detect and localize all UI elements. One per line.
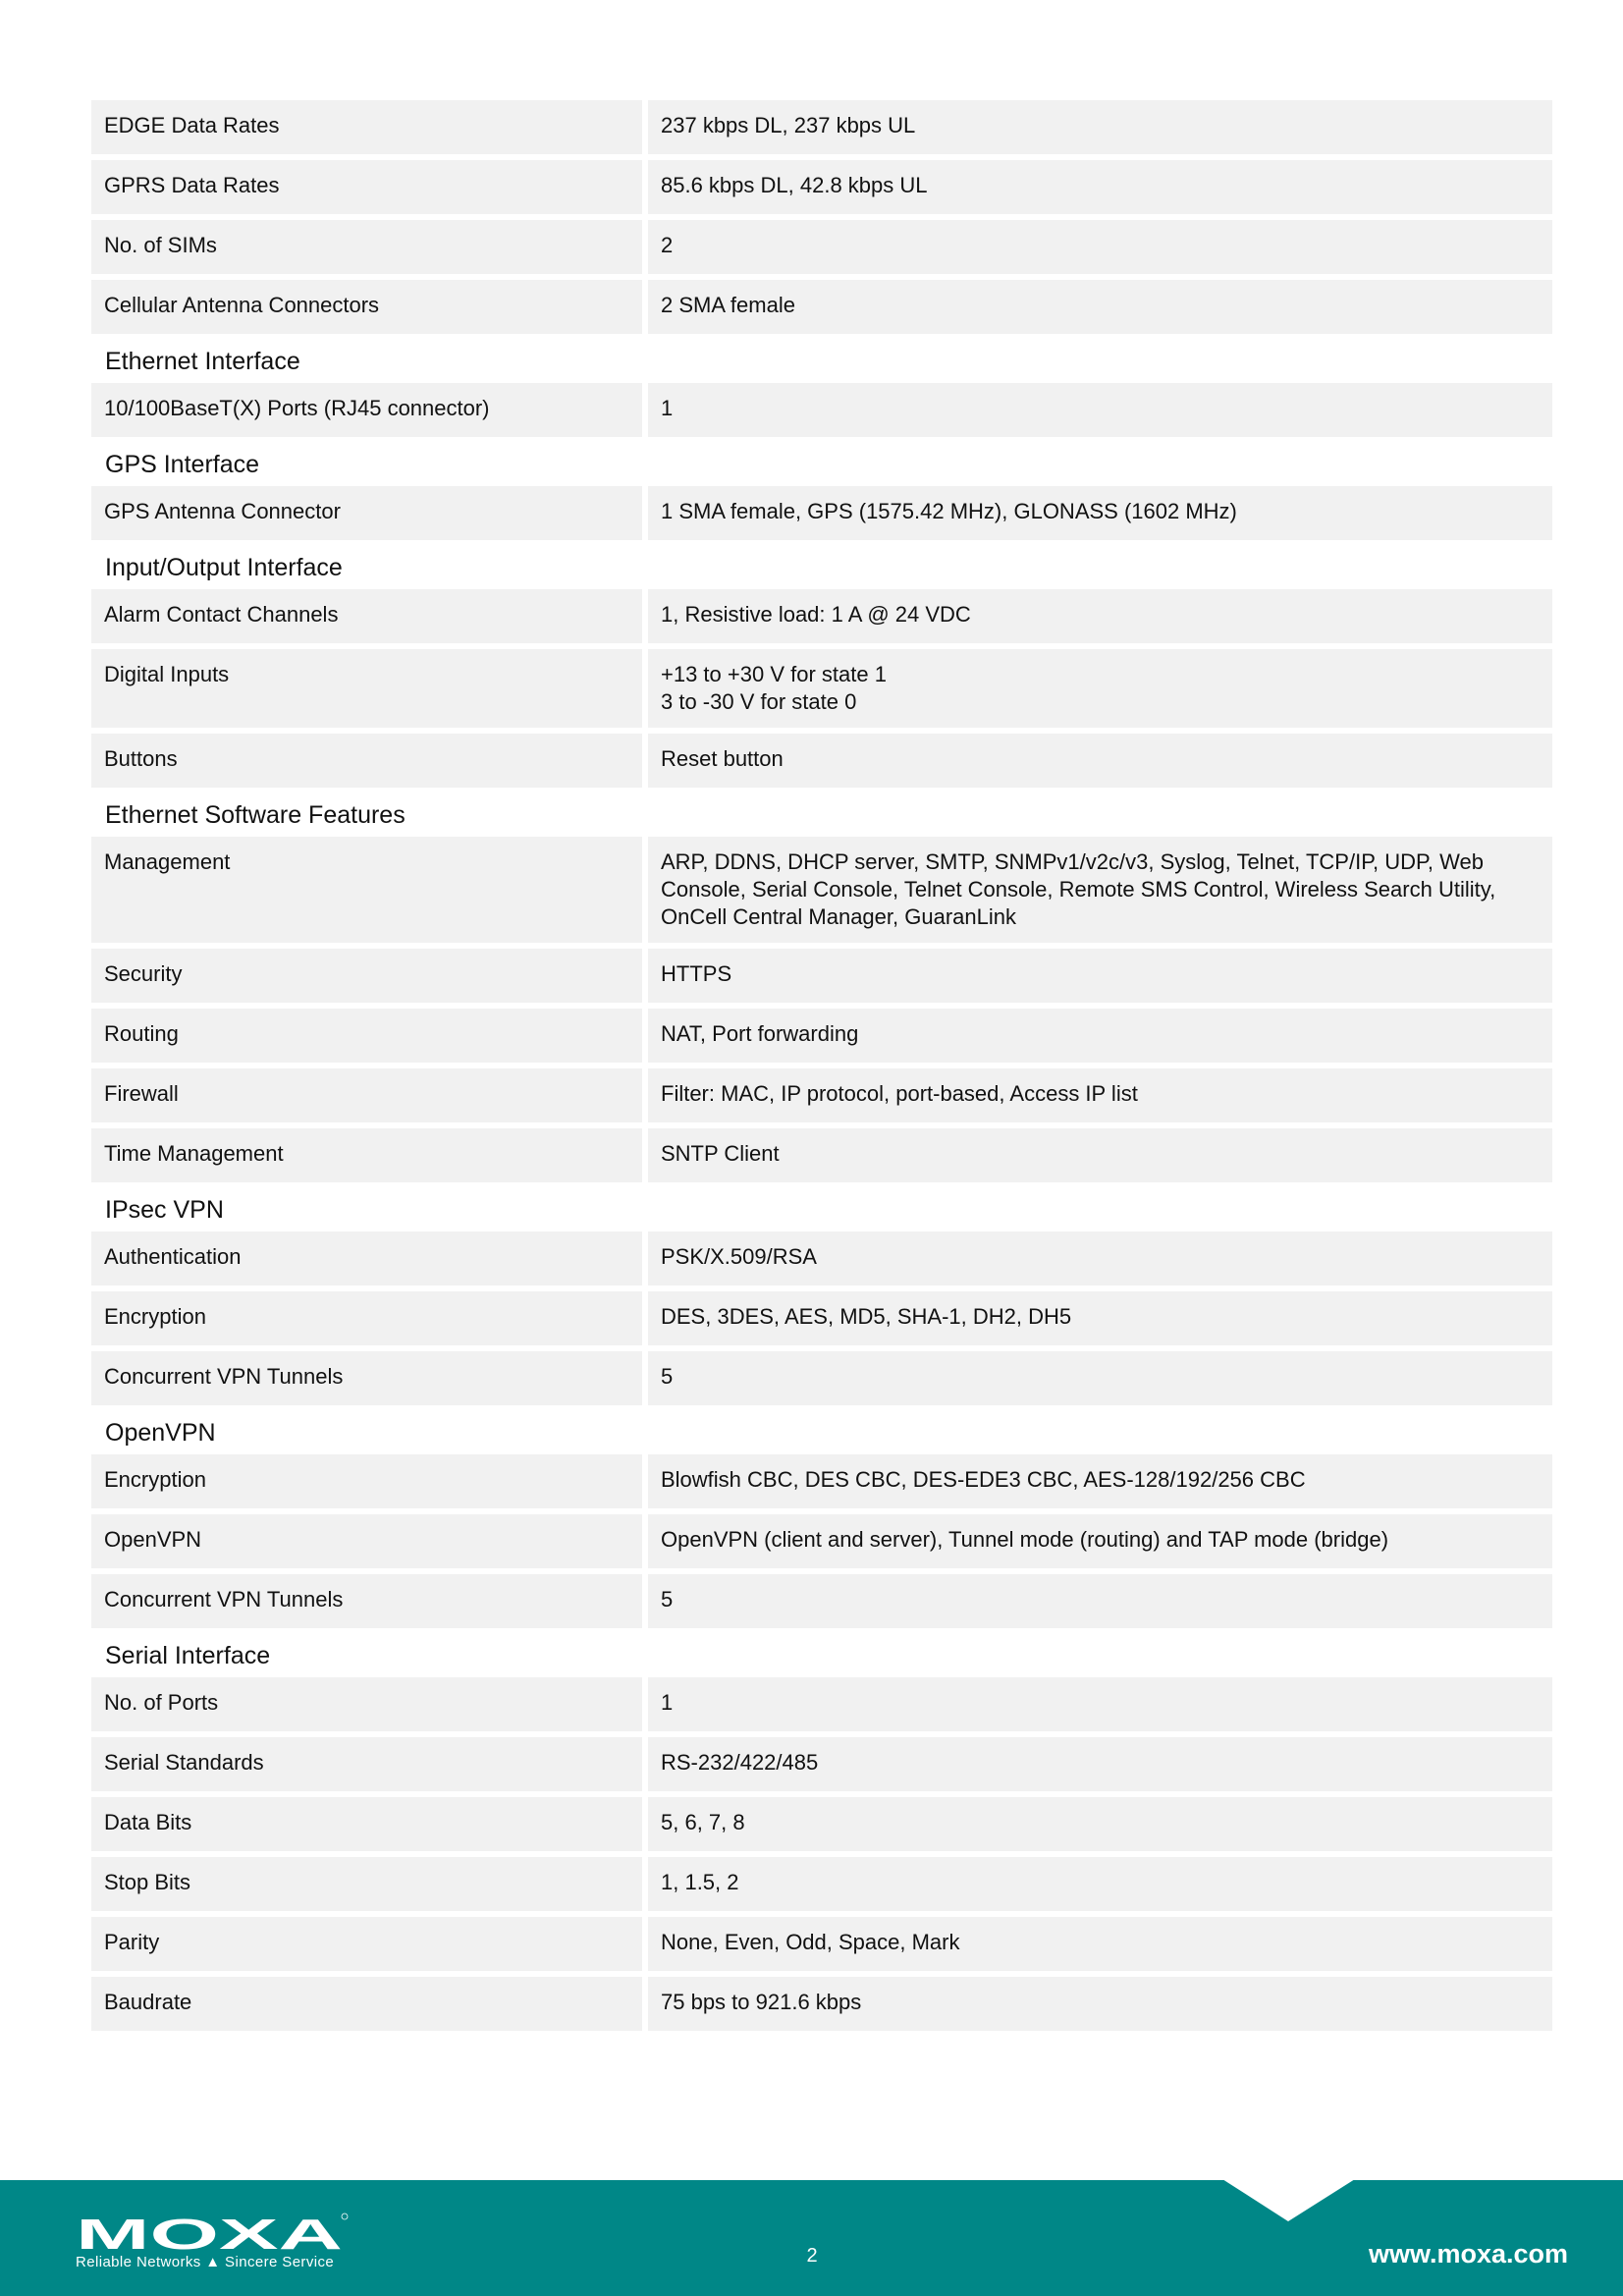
spec-value: 5 bbox=[648, 1574, 1552, 1628]
moxa-logo bbox=[76, 2213, 351, 2283]
spec-label: Encryption bbox=[91, 1291, 642, 1345]
spec-value: SNTP Client bbox=[648, 1128, 1552, 1182]
spec-label: Authentication bbox=[91, 1231, 642, 1285]
spec-value: Reset button bbox=[648, 734, 1552, 788]
spec-row bbox=[91, 589, 1552, 643]
spec-value: 2 SMA female bbox=[648, 280, 1552, 334]
website-url: www.moxa.com bbox=[1368, 2239, 1568, 2269]
spec-label: Buttons bbox=[91, 734, 642, 788]
spec-label: Stop Bits bbox=[91, 1857, 642, 1911]
spec-table bbox=[91, 100, 1552, 2037]
spec-value: 1 bbox=[648, 1677, 1552, 1731]
spec-value: PSK/X.509/RSA bbox=[648, 1231, 1552, 1285]
spec-label: Serial Standards bbox=[91, 1737, 642, 1791]
spec-label: Alarm Contact Channels bbox=[91, 589, 642, 643]
spec-label: Management bbox=[91, 837, 642, 943]
spec-value: Filter: MAC, IP protocol, port-based, Access IP list bbox=[648, 1068, 1552, 1122]
spec-value: 1, Resistive load: 1 A @ 24 VDC bbox=[648, 589, 1552, 643]
spec-row bbox=[91, 486, 1552, 540]
spec-row bbox=[91, 1737, 1552, 1791]
spec-row bbox=[91, 383, 1552, 437]
spec-row bbox=[91, 734, 1552, 788]
section-title: OpenVPN bbox=[105, 1419, 216, 1447]
spec-label: Routing bbox=[91, 1009, 642, 1063]
spec-value: HTTPS bbox=[648, 949, 1552, 1003]
spec-label: Security bbox=[91, 949, 642, 1003]
spec-row bbox=[91, 1977, 1552, 2031]
spec-label: Digital Inputs bbox=[91, 649, 642, 728]
spec-row bbox=[91, 160, 1552, 214]
spec-label: Concurrent VPN Tunnels bbox=[91, 1574, 642, 1628]
spec-value: 85.6 kbps DL, 42.8 kbps UL bbox=[648, 160, 1552, 214]
spec-value: NAT, Port forwarding bbox=[648, 1009, 1552, 1063]
spec-row bbox=[91, 1068, 1552, 1122]
notch-shape bbox=[1222, 2179, 1355, 2222]
moxa-logo-text: MOXA bbox=[76, 2213, 343, 2259]
spec-label: Baudrate bbox=[91, 1977, 642, 2031]
spec-row bbox=[91, 1514, 1552, 1568]
spec-label: No. of Ports bbox=[91, 1677, 642, 1731]
spec-row bbox=[91, 1677, 1552, 1731]
spec-row bbox=[91, 1917, 1552, 1971]
section-title: IPsec VPN bbox=[105, 1196, 224, 1224]
spec-row bbox=[91, 1231, 1552, 1285]
spec-value: 1 bbox=[648, 383, 1552, 437]
spec-row bbox=[91, 649, 1552, 728]
spec-row bbox=[91, 280, 1552, 334]
spec-label: 10/100BaseT(X) Ports (RJ45 connector) bbox=[91, 383, 642, 437]
spec-row bbox=[91, 949, 1552, 1003]
spec-label: Parity bbox=[91, 1917, 642, 1971]
spec-label: Cellular Antenna Connectors bbox=[91, 280, 642, 334]
spec-value: Blowfish CBC, DES CBC, DES-EDE3 CBC, AES-128/192/256 CBC bbox=[648, 1454, 1552, 1508]
section-title: Input/Output Interface bbox=[105, 554, 343, 581]
spec-label: Time Management bbox=[91, 1128, 642, 1182]
spec-row bbox=[91, 1128, 1552, 1182]
page-number: 2 bbox=[806, 2245, 818, 2267]
spec-value: DES, 3DES, AES, MD5, SHA-1, DH2, DH5 bbox=[648, 1291, 1552, 1345]
spec-row bbox=[91, 1454, 1552, 1508]
spec-value: RS-232/422/485 bbox=[648, 1737, 1552, 1791]
spec-label: Firewall bbox=[91, 1068, 642, 1122]
spec-label: Data Bits bbox=[91, 1797, 642, 1851]
spec-label: No. of SIMs bbox=[91, 220, 642, 274]
section-title: Ethernet Interface bbox=[105, 348, 300, 375]
logo-tagline: Reliable Networks ▲ Sincere Service bbox=[76, 2254, 335, 2270]
spec-value: 1, 1.5, 2 bbox=[648, 1857, 1552, 1911]
spec-label: Encryption bbox=[91, 1454, 642, 1508]
section-title: Ethernet Software Features bbox=[105, 801, 406, 829]
section-title: Serial Interface bbox=[105, 1642, 271, 1669]
spec-value: None, Even, Odd, Space, Mark bbox=[648, 1917, 1552, 1971]
spec-row bbox=[91, 1574, 1552, 1628]
spec-value: 5, 6, 7, 8 bbox=[648, 1797, 1552, 1851]
spec-row bbox=[91, 100, 1552, 154]
spec-row bbox=[91, 220, 1552, 274]
spec-row bbox=[91, 1857, 1552, 1911]
spec-value: ARP, DDNS, DHCP server, SMTP, SNMPv1/v2c/v3, Syslog, Telnet, TCP/IP, UDP, Web Console, Serial Console, Telnet Console, Remote SMS Control, Wireless Search Utility, OnCell Central Manager, GuaranLink bbox=[648, 837, 1552, 943]
spec-value: 5 bbox=[648, 1351, 1552, 1405]
spec-row bbox=[91, 1291, 1552, 1345]
spec-row bbox=[91, 1351, 1552, 1405]
page-footer bbox=[0, 2180, 1623, 2296]
spec-value: 75 bps to 921.6 kbps bbox=[648, 1977, 1552, 2031]
spec-label: GPS Antenna Connector bbox=[91, 486, 642, 540]
spec-value: 237 kbps DL, 237 kbps UL bbox=[648, 100, 1552, 154]
spec-label: OpenVPN bbox=[91, 1514, 642, 1568]
spec-label: GPRS Data Rates bbox=[91, 160, 642, 214]
spec-value: 2 bbox=[648, 220, 1552, 274]
spec-value: 1 SMA female, GPS (1575.42 MHz), GLONASS (1602 MHz) bbox=[648, 486, 1552, 540]
spec-value: +13 to +30 V for state 1 3 to -30 V for state 0 bbox=[648, 649, 1552, 728]
spec-row bbox=[91, 837, 1552, 943]
spec-row bbox=[91, 1797, 1552, 1851]
section-title: GPS Interface bbox=[105, 451, 260, 478]
spec-label: Concurrent VPN Tunnels bbox=[91, 1351, 642, 1405]
spec-row bbox=[91, 1009, 1552, 1063]
spec-label: EDGE Data Rates bbox=[91, 100, 642, 154]
spec-value: OpenVPN (client and server), Tunnel mode (routing) and TAP mode (bridge) bbox=[648, 1514, 1552, 1568]
